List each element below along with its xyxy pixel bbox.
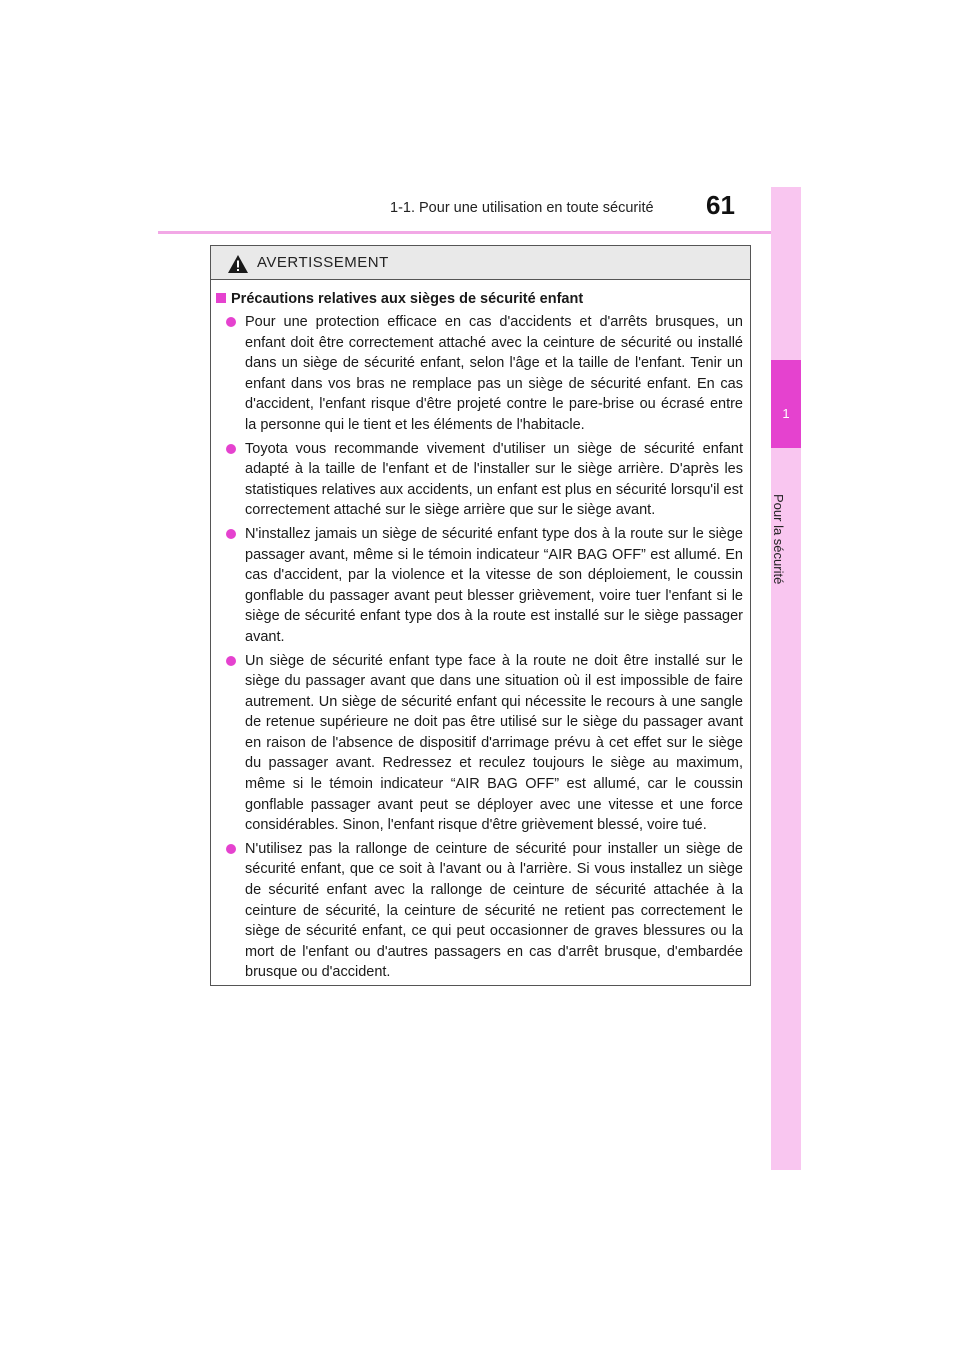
list-item xyxy=(211,524,750,648)
list-item xyxy=(211,839,750,983)
warning-list xyxy=(211,312,750,983)
warning-body xyxy=(211,289,750,986)
list-item xyxy=(211,312,750,436)
circle-bullet-icon xyxy=(226,444,236,454)
list-item-text: Toyota vous recommande vivement d'utiliser un siège de sécurité enfant adapté à la taille de l'enfant et de l'installer sur le siège arrière. D'après les statistiques relatives aux accidents, un enfant est plus en sécurité lorsqu'il est correctement attaché sur le siège arrière que sur le siège avant. xyxy=(245,440,743,519)
header-rule xyxy=(158,231,800,234)
warning-header xyxy=(211,246,750,280)
square-marker-icon xyxy=(216,293,226,303)
side-strip xyxy=(771,187,801,1170)
list-item-text: Un siège de sécurité enfant type face à la route ne doit être installé sur le siège du passager avant que dans une situation où il est impossible de faire autrement. Un siège de sécurité enfant qui nécessite le recours à une sangle de retenue supérieure ne doit pas être utilisé sur le siège du passager avant en raison de l'absence de dispositif d'arrimage prévu à cet effet sur le siège du passager avant. Redressez et reculez toujours le siège au maximum, même si le témoin indicateur “AIR BAG OFF” est allumé, car le coussin gonflable passager avant peut se déployer avec une vitesse et une force considérables. Sinon, l'enfant risque d'être grièvement blessé, voire tué. xyxy=(245,652,743,834)
list-item xyxy=(211,439,750,521)
chapter-number: 1 xyxy=(782,406,790,421)
circle-bullet-icon xyxy=(226,317,236,327)
warning-title: AVERTISSEMENT xyxy=(257,254,389,271)
circle-bullet-icon xyxy=(226,529,236,539)
list-item-text: Pour une protection efficace en cas d'accidents et d'arrêts brusques, un enfant doit être correctement attaché avec la ceinture de sécurité ou installé dans un siège de sécurité enfant, selon l'âge et la taille de l'enfant. Tenir un enfant dans vos bras ne remplace pas un siège de sécurité enfant. En cas d'accident, l'enfant risque d'être projeté contre le pare-brise ou écrasé entre la personne qui le tient et les éléments de l'habitacle. xyxy=(245,314,743,433)
warning-triangle-icon xyxy=(227,254,249,274)
warning-box xyxy=(210,245,751,986)
section-heading xyxy=(211,289,750,309)
circle-bullet-icon xyxy=(226,844,236,854)
chapter-tab xyxy=(771,360,801,448)
list-item-text: N'utilisez pas la rallonge de ceinture de sécurité pour installer un siège de sécurité enfant, que ce soit à l'avant ou à l'arrière. Si vous installez un siège de sécurité enfant avec la rallonge de ceinture de sécurité attachée à la ceinture de sécurité, la ceinture de sécurité ne retient pas correctement le siège de sécurité enfant, ce qui peut occasionner de graves blessures ou la mort de l'enfant ou d'autres passagers en cas d'arrêt brusque, d'embardée brusque ou d'accident. xyxy=(245,840,743,981)
running-header: 1-1. Pour une utilisation en toute sécurité xyxy=(390,200,654,216)
page-number: 61 xyxy=(706,190,735,220)
circle-bullet-icon xyxy=(226,656,236,666)
chapter-label: Pour la sécurité xyxy=(771,494,786,585)
section-heading-text: Précautions relatives aux sièges de sécurité enfant xyxy=(231,291,584,307)
list-item xyxy=(211,651,750,836)
list-item-text: N'installez jamais un siège de sécurité enfant type dos à la route sur le siège passager avant, même si le témoin indicateur “AIR BAG OFF” est allumé. En cas d'accident, par la violence et la vitesse de son déploiement, le coussin gonflable du passager avant peut blesser grièvement, voire tuer l'enfant si le siège de sécurité enfant type dos à la route est installé sur le siège passager avant. xyxy=(245,525,743,645)
